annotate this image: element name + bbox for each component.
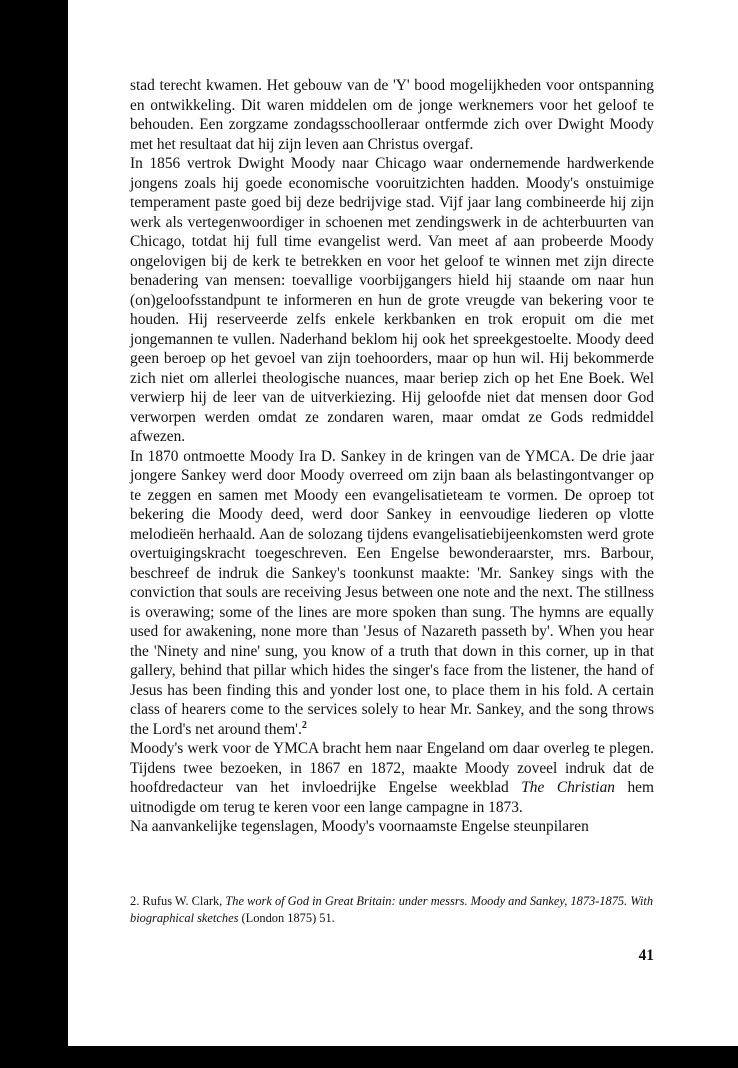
paragraph-4-text-b: hem uitnodigde om terug te keren voor een lange campagne in 1873. <box>130 779 654 816</box>
footnote-number: 2. <box>130 894 140 908</box>
paragraph-4-text-a: Moody's werk voor de YMCA bracht hem naar Engeland om daar overleg te plegen. Tijdens twee bezoeken, in 1867 en 1872, maakte Moody zoveel indruk dat de hoofdredacteur van het invloedrijke Engelse weekblad <box>130 740 654 796</box>
paragraph-3 <box>130 447 654 740</box>
paragraph-5: Na aanvankelijke tegenslagen, Moody's voornaamste Engelse steunpilaren <box>130 818 589 835</box>
footnote-rest: (London 1875) 51. <box>241 911 335 925</box>
footnote-author: Rufus W. Clark, <box>142 894 223 908</box>
periodical-title: The Christian <box>521 779 615 796</box>
footnote <box>130 893 654 927</box>
scan-border-bottom <box>0 1046 738 1068</box>
footnote-title: The work of God in Great Britain: under messrs. Moody and Sankey, 1873-1875. With biographical sketches <box>130 894 654 925</box>
scan-border-left <box>0 0 68 1068</box>
paragraph-3-text: In 1870 ontmoette Moody Ira D. Sankey in de kringen van de YMCA. De drie jaar jongere Sankey werd door Moody overreed om zijn baan als belastingontvanger op te zeggen en samen met Moody een evangelisatieteam te vormen. De oproep tot bekering die Moody deed, werd door Sankey in eenvoudige liederen op vlotte melodieën herhaald. Aan de solozang tijdens evangelisatiebijeenkomsten werd grote overtuigingskracht toegeschreven. Een Engelse bewonderaarster, mrs. Barbour, beschreef de indruk die Sankey's toonkunst maakte: 'Mr. Sankey sings with the conviction that souls are receiving Jesus between one note and the next. The stillness is overawing; some of the lines are more spoken than sung. The hymns are equally used for awakening, none more than 'Jesus of Nazareth passeth by'. When you hear the 'Ninety and nine' sung, you know of a truth that down in this corner, up in that gallery, behind that pillar which hides the singer's face from the listener, the hand of Jesus has been finding this and yonder lost one, to place them in his fold. A certain class of hearers come to the services solely to hear Mr. Sankey, and the song throws the Lord's net around them'. <box>130 447 654 738</box>
page-body <box>130 76 654 837</box>
paragraph-1: stad terecht kwamen. Het gebouw van de 'Y' bood mogelijkheden voor ontspanning en ontwikkeling. Dit waren middelen om de jonge werknemers voor het geloof te behouden. Een zorgzame zondagsschoolleraar ontfermde zich over Dwight Moody met het resultaat dat hij zijn leven aan Christus overgaf. <box>130 77 654 153</box>
footnote-reference: 2 <box>301 719 307 731</box>
page-number: 41 <box>638 947 654 964</box>
paragraph-4 <box>130 739 654 817</box>
paragraph-2: In 1856 vertrok Dwight Moody naar Chicago waar ondernemende hardwerkende jongens zoals hij goede economische vooruitzichten hadden. Moody's onstuimige temperament paste goed bij deze bedrijvige stad. Vijf jaar lang combineerde hij zijn werk als vertegenwoordiger in schoenen met zendingswerk in de achterbuurten van Chicago, totdat hij full time evangelist werd. Van meet af aan probeerde Moody ongelovigen bij de kerk te betrekken en voor het geloof te winnen met zijn directe benadering van mensen: toevallige voorbijgangers hield hij staande om naar hun (on)geloofsstandpunt te informeren en hun de grote vreugde van bekering voor te houden. Hij reserveerde zelfs enkele kerkbanken en trok eropuit om die met jongemannen te vullen. Naderhand beklom hij ook het spreekgestoelte. Moody deed geen beroep op het gevoel van zijn toehoorders, maar op hun wil. Hij bekommerde zich niet om allerlei theologische nuances, maar beriep zich op het Ene Boek. Wel verwierp hij de leer van de uitverkiezing. Hij geloofde niet dat mensen door God verworpen werden omdat ze zondaren waren, maar omdat ze Gods redmiddel afwezen. <box>130 155 654 445</box>
